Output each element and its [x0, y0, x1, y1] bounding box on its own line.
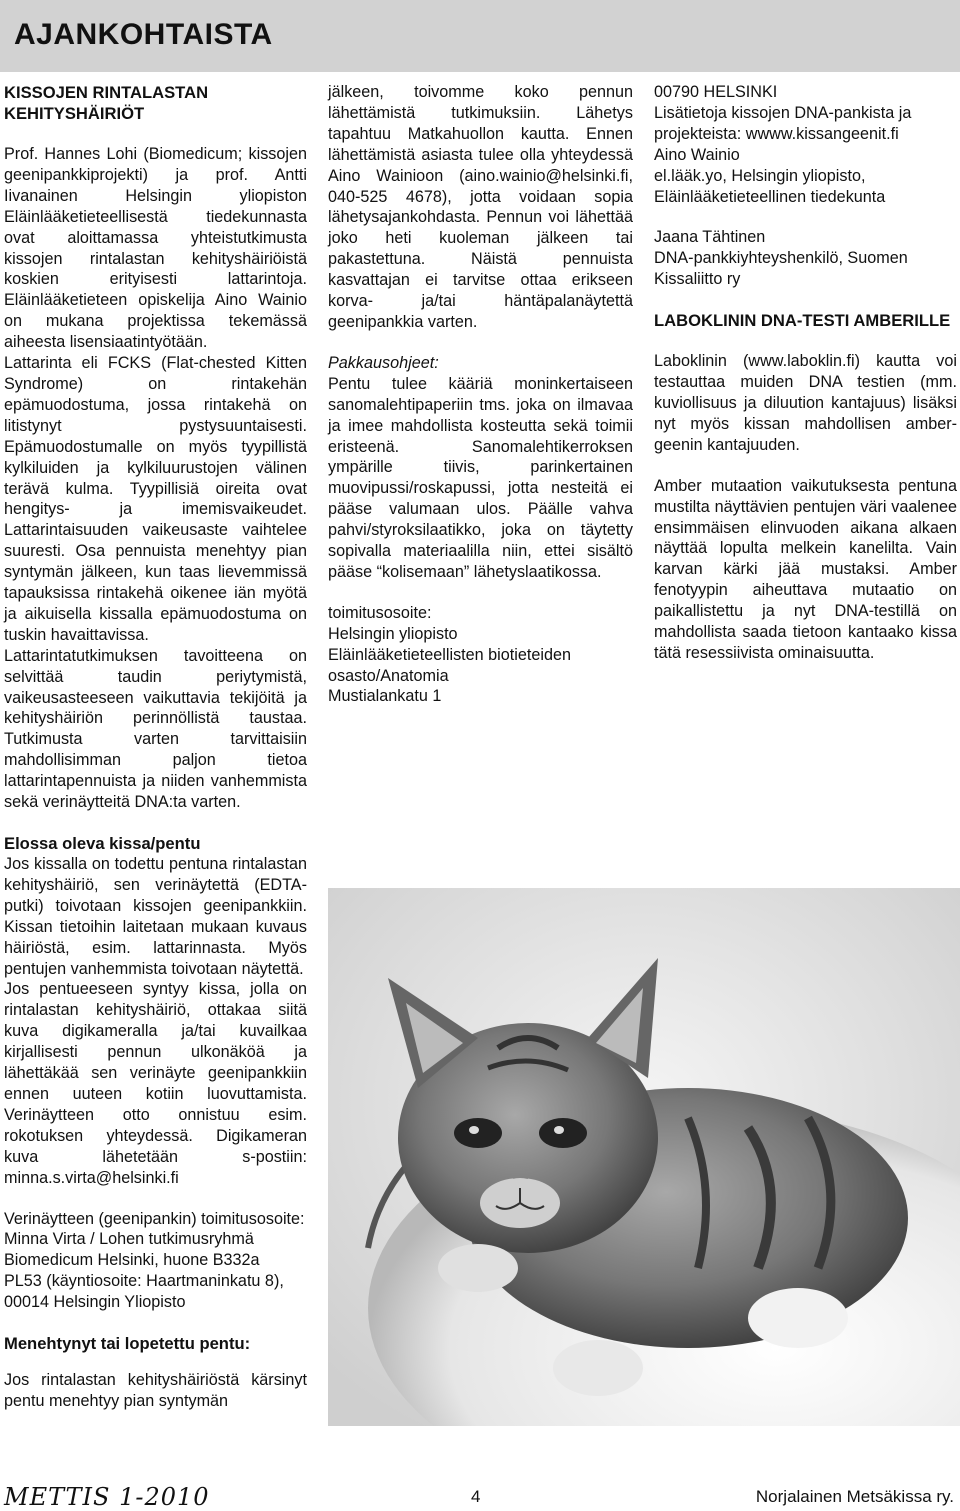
paragraph: jälkeen, toivomme koko pennun lähettämistä tutkimuksiin. Lähetys tapahtuu Matkahuollon kautta. Ennen lähettämistä asiasta tulee olla yhteydessä Aino Wainioon (aino.wainio@helsinki.fi, 040-525 4678), jotta voidaan sopia lähetysajankohdasta. Pennun voi lähettää joko heti kuoleman jälkeen tai pakastettuna. Näistä pennuista kasvattajan ei tarvitse ottaa erikseen korva- ja/tai häntäpalanäytettä geenipankkia varten. [328, 83, 633, 331]
paragraph: 00790 HELSINKI [654, 83, 778, 101]
paragraph: Jos kissalla on todettu pentuna rintalastan kehityshäiriö, sen verinäytettä (EDTA-putki) toivotaan kissojen geenipankkiin. Kissan tietoihin laitetaan mukaan kuvaus häiriöstä, esim. lattarinnasta. Myös pentujen vanhemmista toivotaan näytettä. [4, 855, 307, 978]
paragraph: Aino Wainio [654, 145, 740, 164]
paragraph: Prof. Hannes Lohi (Biomedicum; kissojen geenipankkiprojekti) ja prof. Antti Iivanainen Helsingin yliopiston Eläinlääketieteellisestä tiedekunnasta ovat aloittamassa yhteistutkimusta kissojen rintalastan kehityshäiriöistä koskien erityisesti lattarintoja. Eläinlääketieteen opiskelija Aino Wainio on mukana projektissa tekemässä aiheesta lisensiaatintyötään. [4, 145, 307, 352]
paragraph: Lisätietoja kissojen DNA-pankista ja projekteista: wwww.kissangeenit.fi [654, 103, 912, 143]
subheading: Menehtynyt tai lopetettu pentu: [4, 1334, 251, 1354]
subheading: Pakkausohjeet: [328, 353, 439, 372]
page-number: 4 [471, 1487, 481, 1506]
paragraph: el.lääk.yo, Helsingin yliopisto, Eläinlääketieteellinen tiedekunta [654, 166, 886, 206]
address-line: PL53 (käyntiosoite: Haartmaninkatu 8), 00014 Helsingin Yliopisto [4, 1272, 284, 1312]
kitten-photo [328, 888, 960, 1426]
article-column-1 [4, 82, 307, 1412]
section-title: AJANKOHTAISTA [14, 18, 273, 51]
address-line: Mustialankatu 1 [328, 687, 442, 706]
paragraph: Pentu tulee kääriä moninkertaiseen sanomalehtipaperiin tms. joka on ilmavaa ja imee mahdollista kosteutta sekä toimii eristeenä. Sanomalehtikerroksen ympärille tiivis, parinkertainen muovipussi/roskapussi, jotta nesteitä ei pääse valumaan ulos. Päälle vahva pahvi/styroksilaatikko, joka on täytetty sopivalla materiaalilla niin, ettei sisältö pääse “kolisemaan” lähetyslaatikossa. [328, 374, 633, 581]
magazine-issue: METTIS 1-2010 [4, 1483, 210, 1511]
article-heading: LABOKLININ DNA-TESTI AMBERILLE [654, 311, 951, 331]
paragraph: DNA-pankkiyhteyshenkilö, Suomen Kissaliitto ry [654, 249, 908, 289]
address-line: Eläinlääketieteellisten biotieteiden osasto/Anatomia [328, 645, 571, 685]
kitten-illustration [328, 888, 960, 1426]
address-line: Helsingin yliopisto [328, 624, 458, 643]
header-banner [0, 0, 960, 72]
paragraph: Lattarinta eli FCKS (Flat-chested Kitten Syndrome) on rintakehän epämuodostuma, jossa rintakehä on litistynyt pystysuuntaisesti. Epämuodostumalle on myös tyypillistä kylkiluiden ja kylkiluurustojen välinen terävä kulma. Tyypillisiä oireita ovat hengitys- ja imemisvaikeudet. Lattarintaisuuden vaikeusaste vaihtelee suuresti. Osa pennuista menehtyy pian syntymän jälkeen, kun taas lievemmissä tapauksissa rintakehä oikenee iän myötä ja aikuisella kissalla epämuodostuma on tuskin havaittavissa. [4, 354, 307, 644]
address-line: Minna Virta / Lohen tutkimusryhmä [4, 1230, 254, 1249]
address-line: Biomedicum Helsinki, huone B332a [4, 1251, 260, 1270]
paragraph: Lattarintatutkimuksen tavoitteena on selvittää taudin periytymistä, vaikeusasteeseen vaikuttavia tekijöitä ja kehityshäiriön perinnöllistä taustaa. Tutkimusta varten tarvittaisiin mahdollisimman paljon tietoa lattarintapennuista ja niiden vanhemmista sekä verinäytteitä DNA:ta varten. [4, 646, 307, 812]
paragraph: Verinäytteen (geenipankin) toimitusosoite: [4, 1209, 305, 1228]
publisher-name: Norjalainen Metsäkissa ry. [755, 1487, 954, 1506]
paragraph: Jaana Tähtinen [654, 228, 766, 247]
article-heading: KISSOJEN RINTALASTAN KEHITYSHÄIRIÖT [4, 83, 209, 123]
paragraph: Jos pentueeseen syntyy kissa, jolla on rintalastan kehityshäiriö, ottakaa siitä kuva digikameralla ja/tai kuvailkaa kirjallisesti pennun ulkonäköä ja lähettäkää sen verinäyte geenipankkiin ennen uuteen kotiin luovuttamista. Verinäytteen otto onnistuu esim. rokotuksen yhteydessä. Digikameran kuva lähetetään s-postiin: minna.s.virta@helsinki.fi [4, 980, 307, 1187]
subheading: Elossa oleva kissa/pentu [4, 834, 201, 853]
page-footer [0, 1483, 960, 1509]
paragraph: Amber mutaation vaikutuksesta pentuna mustilta näyttävien pentujen väri vaalenee ensimmäisen elinvuoden aikana alkaen näyttää lopulta melkein kanelilta. Vain karvan kärki jää mustaksi. Amber fenotyypin aiheuttava mutaatio on paikallistettu ja nyt DNA-testillä on mahdollista saada tietoon kantaako kissa tätä resessiivista ominaisuutta. [654, 476, 957, 662]
paragraph: Laboklinin (www.laboklin.fi) kautta voi testauttaa muiden DNA testien (mm. kuviollisuus ja diluution kantajuus) lisäksi nyt myös kissan mahdollisen amber-geenin kantajuuden. [654, 352, 957, 454]
address-label: toimitusosoite: [328, 603, 432, 622]
article-column-2 [328, 82, 633, 707]
paragraph: Jos rintalastan kehityshäiriöstä kärsinyt pentu menehtyy pian syntymän [4, 1371, 307, 1410]
article-column-3 [654, 82, 957, 664]
